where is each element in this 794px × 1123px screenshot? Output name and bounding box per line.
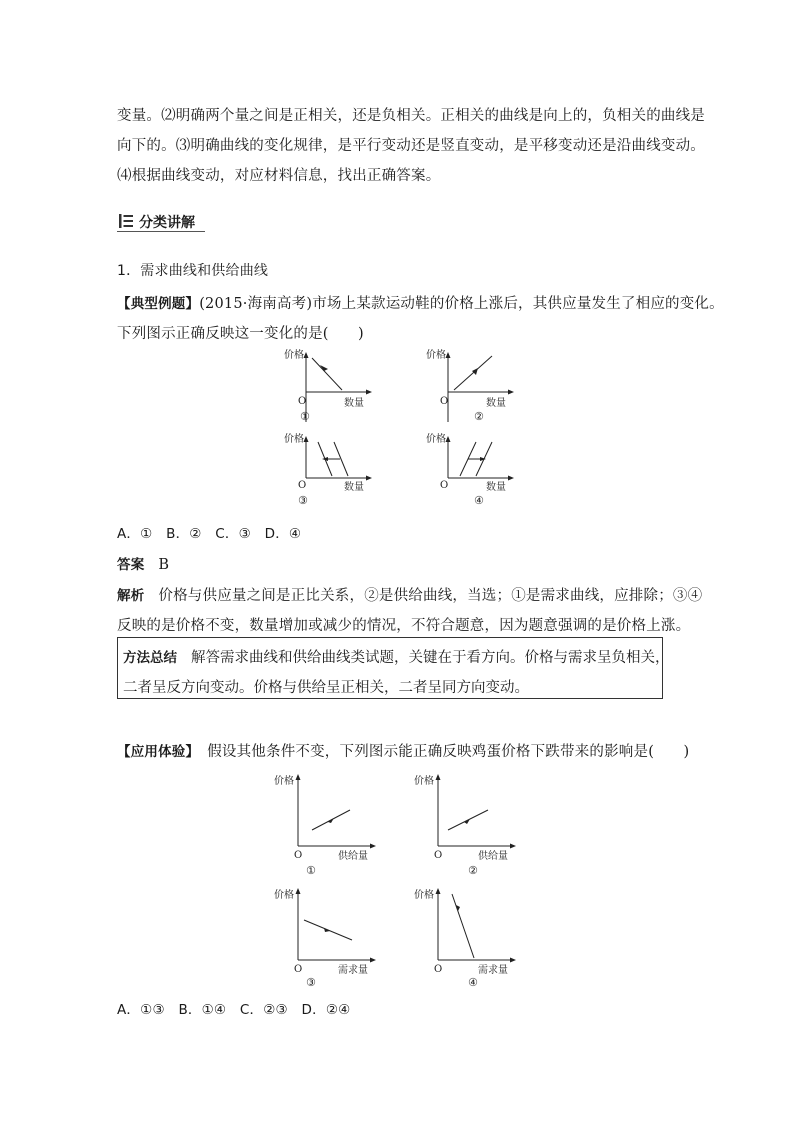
graph-ylabel: 价格 <box>414 890 434 901</box>
graph-origin: O <box>440 396 449 407</box>
graph-origin: O <box>294 964 303 975</box>
graph-origin: O <box>294 850 303 861</box>
graph-xlabel: 数量 <box>486 398 506 409</box>
graph-number: ① <box>306 864 316 877</box>
answer-line <box>117 553 169 573</box>
method-summary-label: 方法总结 <box>123 650 177 666</box>
example-graph-1 <box>284 344 374 426</box>
graph-number: ② <box>474 410 484 423</box>
intro-line-2: 向下的。⑶明确曲线的变化规律，是平行变动还是竖直变动，是平移变动还是沿曲线变动。 <box>117 138 705 154</box>
analysis-line-1 <box>117 584 702 605</box>
practice-question <box>117 740 689 761</box>
list-icon <box>119 214 133 228</box>
practice-tag: 【应用体验】 <box>117 744 200 760</box>
graph-ylabel: 价格 <box>426 350 446 361</box>
example-text-1: (2015·海南高考)市场上某款运动鞋的价格上涨后，其供应量发生了相应的变化。 <box>199 296 724 312</box>
graph-ylabel: 价格 <box>284 350 304 361</box>
graph-number: ③ <box>298 494 308 507</box>
answer-label: 答案 <box>117 557 145 573</box>
graph-number: ④ <box>474 494 484 507</box>
graph-xlabel: 数量 <box>344 398 364 409</box>
graph-ylabel: 价格 <box>284 434 304 445</box>
practice-graph-4 <box>412 884 522 990</box>
example-question-line-2: 下列图示正确反映这一变化的是( ) <box>117 326 364 342</box>
section-header <box>117 211 205 232</box>
graph-xlabel: 需求量 <box>478 965 508 976</box>
method-summary-box <box>117 637 670 699</box>
graph-number: ④ <box>468 976 478 989</box>
graph-origin: O <box>434 964 443 975</box>
graph-ylabel: 价格 <box>426 434 446 445</box>
example-graph-3 <box>284 428 374 510</box>
practice-options: A．①③ B．①④ C．②③ D．②④ <box>117 1002 351 1018</box>
graph-origin: O <box>440 480 449 491</box>
intro-line-3: ⑷根据曲线变动，对应材料信息，找出正确答案。 <box>117 168 441 184</box>
graph-origin: O <box>298 396 307 407</box>
method-summary-line-2: 二者呈反方向变动。价格与供给呈正相关，二者呈同方向变动。 <box>123 680 529 696</box>
graph-ylabel: 价格 <box>274 776 294 787</box>
method-summary-line-1 <box>123 646 670 667</box>
practice-graph-1 <box>272 770 382 880</box>
analysis-label: 解析 <box>117 588 145 604</box>
method-summary-text-1: 解答需求曲线和供给曲线类试题，关键在于看方向。价格与需求呈负相关， <box>191 650 670 666</box>
graph-ylabel: 价格 <box>274 890 294 901</box>
graph-origin: O <box>298 480 307 491</box>
section-title: 分类讲解 <box>139 215 195 231</box>
practice-graph-2 <box>412 770 522 880</box>
graph-xlabel: 供给量 <box>338 851 368 862</box>
graph-number: ③ <box>306 976 316 989</box>
example-question-line-1 <box>117 292 724 313</box>
graph-xlabel: 数量 <box>486 482 506 493</box>
example-graph-2 <box>426 344 516 426</box>
example-tag: 【典型例题】 <box>117 296 200 312</box>
graph-xlabel: 供给量 <box>478 851 508 862</box>
graph-xlabel: 数量 <box>344 482 364 493</box>
graph-number: ② <box>468 864 478 877</box>
intro-line-1: 变量。⑵明确两个量之间是正相关，还是负相关。正相关的曲线是向上的，负相关的曲线是 <box>117 108 705 124</box>
graph-xlabel: 需求量 <box>338 965 368 976</box>
answer-value: B <box>158 557 170 573</box>
analysis-text-1: 价格与供应量之间是正比关系，②是供给曲线，当选；①是需求曲线，应排除；③④ <box>158 588 703 604</box>
analysis-line-2: 反映的是价格不变，数量增加或减少的情况，不符合题意，因为题意强调的是价格上涨。 <box>117 618 691 634</box>
graph-origin: O <box>434 850 443 861</box>
example-graph-4 <box>426 428 516 510</box>
graph-number: ① <box>300 410 310 423</box>
practice-text: 假设其他条件不变，下列图示能正确反映鸡蛋价格下跌带来的影响是( ) <box>207 744 690 760</box>
graph-ylabel: 价格 <box>414 776 434 787</box>
subheading: 1．需求曲线和供给曲线 <box>117 263 269 279</box>
example-options: A．① B．② C．③ D．④ <box>117 526 302 542</box>
practice-graph-3 <box>272 884 382 990</box>
